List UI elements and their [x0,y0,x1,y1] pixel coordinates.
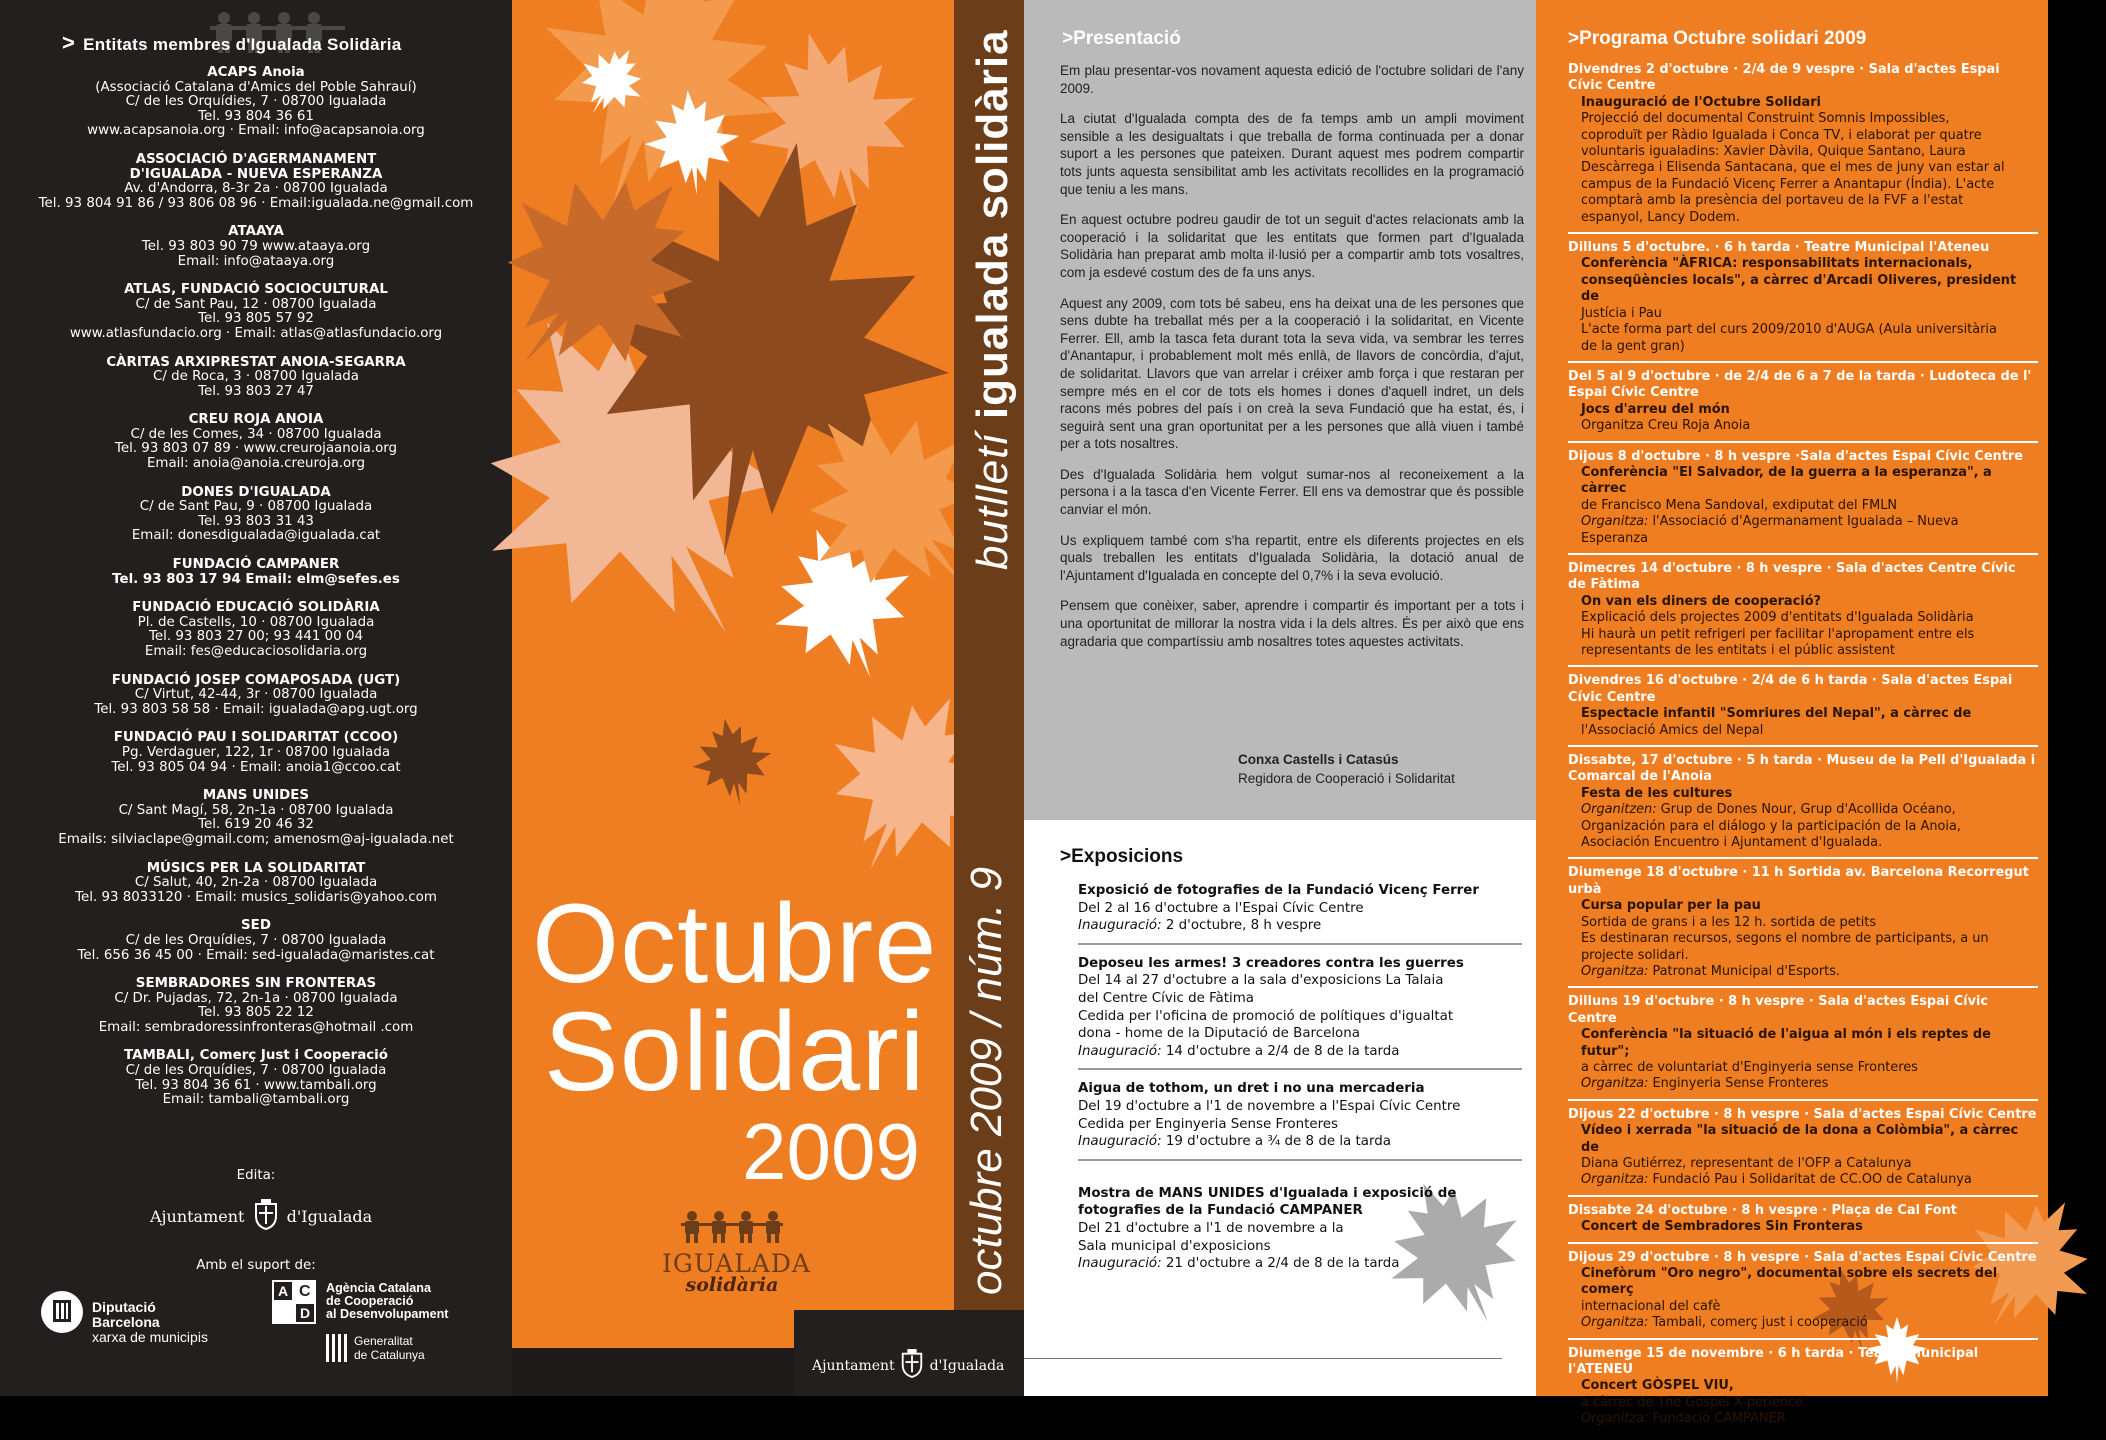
presentation-paragraph: La ciutat d'Igualada compta des de fa temps amb un ampli moviment sensible a les desigualtats i que treballa de forma continuada per a donar suport a les persones que pateixen. Durant aquest mes podrem compartir tots junts aquesta sensibilitat amb les activitats recollides en la programació que teniu a les mans. [1060,111,1524,197]
edita-label: Edita: [236,1168,276,1183]
support-label: Amb el suport de: [196,1258,316,1273]
event-title: Inauguració de l'Octubre Solidari [1581,94,1821,110]
event-detail: projecte solidari. [1581,947,1689,963]
entity-name: CÀRITAS ARXIPRESTAT ANOIA-SEGARRA [106,354,406,370]
entities-heading: > Entitats membres d'Igualada Solidària [62,30,402,55]
entity-name: FUNDACIÓ PAU I SOLIDARITAT (CCOO) [113,730,399,746]
exhibition-item [1078,955,1522,1071]
inauguration-date: 2 d'octubre, 8 h vespre [1165,918,1322,934]
entity-detail: Email: sembradoressinfronteras@hotmail .com [98,1019,414,1035]
event-title: conseqüències locals", a càrrec d'Arcadi Oliveres, president de [1581,272,2017,305]
entity-detail: C/ de Roca, 3 · 08700 Igualada [152,369,359,385]
svg-text:C: C [299,1283,311,1300]
event-detail: Esperanza [1581,530,1649,546]
event-detail: Organización para el diálogo y la participación de la Anoia, [1581,818,1961,834]
entity-detail: Tel. 93 805 04 94 · Email: anoia1@ccoo.cat [111,759,401,775]
organizer-name: Tambali, comerç just i cooperació [1652,1315,1868,1331]
event-detail: Descàrrega i Elisenda Santacana, que el mes de juny van estar al [1581,160,2005,176]
exhibition-title: Mostra de MANS UNIDES d'Igualada i exposició de [1078,1185,1457,1201]
coat-of-arms-icon [899,1348,925,1378]
member-entities-panel [0,0,512,1396]
event-when: Dissabte, 17 d'octubre · 5 h tarda · Museu de la Pell d'Igualada i Comarcal de l'Anoia [1568,753,2036,785]
svg-text:A: A [278,1283,289,1299]
cover-year: 2009 [742,1107,920,1196]
logo-solidaria: solidària [685,1274,779,1296]
event-when: Diumenge 15 de novembre · 6 h tarda · Teatre Municipal l'ATENEU [1568,1345,1979,1378]
event-detail: Justícia i Pau [1581,305,1662,321]
ajuntament-logo-cover: Ajuntament d'Igualada [812,1348,1004,1378]
presentation-paragraph: Em plau presentar-vos novament aquesta edició de l'octubre solidari de l'any 2009. [1060,63,1524,96]
event-detail: de Francisco Mena Sandoval, exdiputat del FMLN [1581,497,1898,513]
event-detail: a càrrec de The Gospel X-perience [1581,1394,1803,1410]
exhibition-detail: Del 19 d'octubre a l'1 de novembre a l'Espai Cívic Centre [1078,1098,1461,1114]
programme-event [1568,673,2038,747]
entity-block [0,1049,512,1107]
entity-detail: C/ Dr. Pujadas, 72, 2n-1a · 08700 Igualada [114,990,398,1006]
presentation-paragraph: Us expliquem també com s'ha repartit, entre els diferents projectes en els quals treballen les entitats d'Igualada Solidària, la dotació anual de l'Ajuntament d'Igualada en concepte del 0,7% i la seva evolució. [1060,532,1524,583]
entity-detail: Tel. 93 805 22 12 [198,1005,314,1021]
diputacio-name-1: Diputació [92,1299,156,1315]
divider [1024,1358,1502,1359]
organizer-name: Patronat Municipal d'Esports. [1652,963,1841,979]
entity-detail: Tel. 93 804 36 61 · www.tambali.org [135,1077,377,1093]
entity-detail: Emails: silviaclape@gmail.com; amenosm@aj-igualada.net [58,831,454,847]
entity-block [0,789,512,847]
organizer-label: Organitza: [1581,514,1649,530]
entity-block [0,919,512,963]
organizer-label: Organitza: [1581,1172,1649,1188]
entity-detail: C/ de Sant Pau, 12 · 08700 Igualada [135,296,377,312]
programme-event [1568,62,2038,234]
entity-detail: C/ Salut, 40, 2n-2a · 08700 Igualada [134,875,378,891]
presentation-text [1060,62,1524,663]
programme-event [1568,865,2038,988]
event-organizer [1568,1315,2038,1331]
exhibition-title: Exposició de fotografies de la Fundació Vicenç Ferrer [1078,883,1479,898]
svg-text:D: D [300,1305,311,1321]
entity-detail: Tel. 93 804 91 86 / 93 806 08 96 · Email:igualada.ne@gmail.com [38,195,474,211]
programme-event [1568,753,2038,859]
cover-panel [512,0,1024,1396]
organizer-name: Enginyeria Sense Fronteres [1652,1076,1829,1092]
entity-name: MANS UNIDES [202,788,310,804]
event-when: Diumenge 18 d'octubre · 11 h Sortida av. Barcelona Recorregut urbà [1568,865,2029,897]
vertical-brand-title: butlletí igualada solidària [968,29,1017,570]
programme-event [1568,369,2038,443]
event-organizer [1568,1076,2038,1092]
entity-detail: Tel. 93 803 27 00; 93 441 00 04 [148,629,364,645]
entities-list [0,66,512,1122]
inauguration-date: 21 d'octubre a 2/4 de 8 de la tarda [1165,1256,1400,1272]
ajuntament-logo: Ajuntament d'Igualada [150,1198,372,1230]
programme-event [1568,1107,2038,1197]
entity-detail: Email: fes@educaciosolidaria.org [144,644,368,659]
generalitat-stripes-icon [326,1334,348,1362]
organizer-name: Fundació CAMPANER [1652,1411,1786,1427]
event-title: Conferència "ÀFRICA: responsabilitats internacionals, [1581,256,1973,272]
exhibition-title: fotografies de la Fundació CAMPANER [1078,1203,1363,1219]
exhibition-title: Deposeu les armes! 3 creadores contra les guerres [1078,955,1464,971]
event-when: Dijous 29 d'octubre · 8 h vespre · Sala d'actes Espai Cívic Centre [1568,1249,2037,1265]
exhibition-inauguration [1078,1043,1522,1061]
entity-detail: Email: info@ataaya.org [177,253,335,269]
inauguration-date: 14 d'octubre a 2/4 de 8 de la tarda [1165,1043,1400,1059]
entity-block [0,674,512,718]
exhibitions-list [1078,882,1520,1291]
entity-block [0,601,512,659]
event-organizer [1568,802,2038,818]
event-detail: de la gent gran) [1581,338,1685,354]
exhibition-detail: Cedida per Enginyeria Sense Fronteres [1078,1116,1339,1132]
entity-block [0,413,512,471]
inauguration-label: Inauguració: [1078,1134,1162,1150]
entity-detail: C/ de les Orquídies, 7 · 08700 Igualada [125,94,387,110]
event-detail: Sortida de grans i a les 12 h. sortida de petits [1581,914,1877,930]
entity-detail: C/ de les Comes, 34 · 08700 Igualada [130,426,382,442]
event-detail: Asociación Encuentro i Ajuntament d'Igualada. [1581,835,1883,851]
diputacio-sub: xarxa de municipis [92,1329,208,1345]
signature-role: Regidora de Cooperació i Solidaritat [1238,771,1455,786]
entity-detail: C/ de les Orquídies, 7 · 08700 Igualada [125,932,387,948]
logo-igualada: IGUALADA [662,1249,811,1278]
exhibitions-heading: >Exposicions [1060,846,1184,867]
entity-name: ATAAYA [228,224,284,240]
entity-block [0,225,512,269]
entity-name: SED [241,918,271,934]
entity-block [0,66,512,139]
event-detail: coproduït per Ràdio Igualada i Conca TV, i elaborat per quatre [1581,127,1982,143]
exhibition-detail: Sala municipal d'exposicions [1078,1238,1271,1254]
entity-detail: Email: anoia@anoia.creuroja.org [146,456,366,472]
event-organizer [1568,1172,2038,1188]
arrow-icon: > [62,30,76,55]
exhibition-inauguration [1078,1133,1522,1151]
organizer-label: Organitza: [1581,1411,1649,1427]
entity-block [0,486,512,544]
event-detail: a càrrec de voluntariat d'Enginyeria sense Fronteres [1581,1059,1918,1075]
signature [1238,750,1455,788]
entity-detail: Tel. 93 805 57 92 [198,311,314,327]
event-when: Divendres 16 d'octubre · 2/4 de 6 h tarda · Sala d'actes Espai Cívic Centre [1568,673,2013,705]
event-title: Jocs d'arreu del món [1581,401,1730,417]
organizer-label: Organitza: [1581,963,1649,979]
acd-line-3: al Desenvolupament [326,1307,449,1321]
presentation-paragraph: Des d'Igualada Solidària hem volgut sumar-nos al reconeixement a la persona i a la tasca d'en Vicente Ferrer. Ell ens va demostrar que és possible canviar el món. [1060,466,1524,518]
issue-number: octubre 2009 / núm. 9 [962,866,1011,1295]
entity-name: DONES D'IGUALADA [181,484,331,500]
programme-event [1568,240,2038,363]
event-detail: Organitza Creu Roja Anoia [1581,418,1751,434]
exhibition-detail: del Centre Cívic de Fàtima [1078,990,1254,1006]
presentation-paragraph: Pensem que conèixer, saber, aprendre i compartir és important per a tots i una oportunitat de millorar la nostra vida i la dels altres. És per això que ens agradaria que compartíssiu amb nosaltres totes aquestes activitats. [1060,598,1524,649]
entity-detail: Tel. 93 803 27 47 [198,383,314,399]
event-when: Dilluns 5 d'octubre. · 6 h tarda · Teatre Municipal l'Ateneu [1568,240,1990,256]
entity-name: CREU ROJA ANOIA [188,412,324,428]
event-title: Espectacle infantil "Somriures del Nepal", a càrrec de [1581,706,1972,722]
entity-detail: C/ de Sant Pau, 9 · 08700 Igualada [139,499,373,515]
programme-list [1568,62,2038,1440]
event-organizer [1568,964,2038,980]
igualada-solidaria-logo [662,1210,811,1296]
entity-block [0,731,512,775]
exhibition-detail: dona - home de la Diputació de Barcelona [1078,1026,1360,1042]
event-when: Divendres 2 d'octubre · 2/4 de 9 vespre · Sala d'actes Espai Cívic Centre [1568,62,2000,94]
programme-panel [1536,0,2048,1427]
inauguration-label: Inauguració: [1078,1043,1162,1059]
exhibition-item [1078,1080,1522,1160]
exhibition-detail: Del 2 al 16 d'octubre a l'Espai Cívic Centre [1078,900,1364,916]
entity-detail: (Associació Catalana d'Amics del Poble Sahrauí) [95,79,417,95]
generalitat-line-1: Generalitat [354,1334,413,1348]
event-when: Del 5 al 9 d'octubre · de 2/4 de 6 a 7 de la tarda · Ludoteca de l' Espai Cívic Centre [1568,368,2032,401]
entity-name: FUNDACIÓ JOSEP COMAPOSADA (UGT) [111,672,401,688]
event-detail: voluntaris igualadins: Xavier Dàvila, Quique Santano, Laura [1581,144,1966,160]
event-detail: internacional del cafè [1581,1298,1721,1314]
event-title: Vídeo i xerrada "la situació de la dona a Colòmbia", a càrrec de [1581,1123,2019,1155]
entity-detail: C/ Virtut, 42-44, 3r · 08700 Igualada [134,687,378,703]
event-organizer [1568,514,2038,530]
event-detail: Projecció del documental Construint Somnis Impossibles, [1581,111,1950,127]
acd-line-1: Agència Catalana [326,1281,431,1295]
event-detail: Hi haurà un petit refrigeri per facilitar l'apropament entre els [1581,626,1975,642]
organizer-label: Organitza: [1581,1076,1649,1092]
entity-detail: C/ Sant Magí, 58, 2n-1a · 08700 Igualada [118,802,394,818]
entity-detail: Pg. Verdaguer, 122, 1r · 08700 Igualada [121,744,391,760]
event-organizer [1568,1411,2038,1427]
programme-event [1568,1346,2038,1434]
event-detail: representants de les entitats i el públic assistent [1581,643,1895,658]
entity-name: SEMBRADORES SIN FRONTERAS [135,976,377,992]
inauguration-date: 19 d'octubre a ¾ de 8 de la tarda [1165,1134,1391,1150]
event-title: Conferència "El Salvador, de la guerra a la esperanza", a càrrec [1581,464,1992,497]
programme-event [1568,1203,2038,1244]
acd-line-2: de Cooperació [326,1294,414,1308]
entity-detail: Tel. 93 804 36 61 [198,108,314,124]
organizer-name: Grup de Dones Nour, Grup d'Acollida Océano, [1660,802,1956,818]
inauguration-label: Inauguració: [1078,918,1162,934]
event-title: Concert GÒSPEL VIU, [1581,1378,1734,1394]
event-detail: Es destinaran recursos, segons el nombre de participants, a un [1581,931,1989,947]
entity-block [0,153,512,211]
event-detail: comptarà amb la presència del portaveu de la FVF a l'estat [1581,193,1964,209]
people-chain-icon [677,1210,787,1244]
event-title: Cinefòrum "Oro negro", documental sobre els secrets del comerç [1581,1266,1998,1298]
event-detail: L'acte forma part del curs 2009/2010 d'AUGA (Aula universitària [1581,322,1997,338]
entity-detail: Tel. 656 36 45 00 · Email: sed-igualada@maristes.cat [77,947,435,963]
entity-detail: Pl. de Castells, 10 · 08700 Igualada [137,614,375,630]
exhibition-item [1078,1185,1522,1281]
exhibition-detail: Del 21 d'octubre a l'1 de novembre a la [1078,1220,1344,1236]
presentation-paragraph: En aquest octubre podreu gaudir de tot un seguit d'actes relacionats amb la cooperació i la solidaritat que les entitats que formen part d'Igualada Solidària han preparat amb molta il·lusió per a compartir amb tots vosaltres, com ja esdevé costum des de fa uns anys. [1060,212,1524,280]
presentation-heading: >Presentació [1062,28,1181,49]
programme-heading: >Programa Octubre solidari 2009 [1568,28,1867,49]
coat-of-arms-icon [252,1198,280,1230]
organizer-name: l'Associació d'Agermanament Igualada – Nueva [1652,514,1959,530]
event-detail: campus de la Fundació Vicenç Ferrer a Anantapur (Índia). L'acte [1581,176,1995,192]
event-title: Cursa popular per la pau [1581,898,1761,914]
entity-detail: Tel. 93 8033120 · Email: musics_solidaris@yahoo.com [75,889,437,905]
exhibition-title: Aigua de tothom, un dret i no una mercaderia [1078,1081,1425,1097]
entity-block [0,356,512,400]
entity-detail: www.atlasfundacio.org · Email: atlas@atlasfundacio.org [69,325,443,341]
organizer-name: Fundació Pau i Solidaritat de CC.OO de Catalunya [1652,1172,1972,1188]
organizer-label: Organitza: [1581,1315,1649,1331]
entity-name: ASSOCIACIÓ D'AGERMANAMENT [135,151,377,167]
diputacio-seal-icon [40,1290,84,1334]
entity-name: MÚSICS PER LA SOLIDARITAT [146,860,366,876]
entity-name: FUNDACIÓ EDUCACIÓ SOLIDÀRIA [132,600,380,616]
exhibition-detail: Del 14 al 27 d'octubre a la sala d'exposicions La Talaia [1078,973,1444,989]
entity-block [0,558,512,587]
event-detail: l'Associació Amics del Nepal [1581,722,1764,738]
entity-detail: Email: donesdigualada@igualada.cat [131,528,381,544]
event-title: Concert de Sembradores Sin Fronteras [1581,1219,1863,1235]
event-when: Dissabte 24 d'octubre · 8 h vespre · Plaça de Cal Font [1568,1202,1957,1218]
entity-detail: www.acapsanoia.org · Email: info@acapsanoia.org [87,123,425,139]
programme-event [1568,449,2038,555]
event-detail: espanyol, Lancy Dodem. [1581,209,1740,225]
exhibition-inauguration [1078,917,1522,935]
presentation-paragraph: Aquest any 2009, com tots bé sabeu, ens ha deixat una de les persones que sens dubte ha treballat més per a la cooperació i la solidaritat, en Vicente Ferrer. Ell, amb la tasca feta durant tota la seva vida, va sembrar les terres d'Anantapur, i probablement molt més enllà, de llavors de concòrdia, d'ajut, de solidaritat. Llavors que van arrelar i créixer amb força i que restaran per sempre més en el cor de tots els homes i dones d'aquell indret, un dels racons més pobres del país i on creà la seva Fundació que ha estat, és, i seguirà sent una gran oportunitat per a les persones que allà viuen i també per a tots nosaltres. [1060,295,1524,452]
event-detail: Diana Gutiérrez, representant de l'OFP a Catalunya [1581,1155,1912,1171]
entity-block [0,862,512,906]
entity-block [0,283,512,341]
cover-title-line-2: Solidari [544,989,926,1114]
programme-event [1568,561,2038,667]
entity-name: ATLAS, FUNDACIÓ SOCIOCULTURAL [124,282,388,298]
signature-name: Conxa Castells i Catasús [1238,752,1399,767]
cover-title-line-1: Octubre [532,881,938,1006]
programme-event [1568,994,2038,1100]
exhibition-inauguration [1078,1255,1522,1273]
event-title: Conferència "la situació de l'aigua al món i els reptes de futur"; [1581,1027,1991,1059]
entity-name: ACAPS Anoia [207,65,305,80]
programme-event [1568,1250,2038,1340]
event-when: Dimecres 14 d'octubre · 8 h vespre · Sala d'actes Centre Cívic de Fàtima [1568,560,2016,593]
event-detail: Explicació dels projectes 2009 d'entitats d'Igualada Solidària [1581,610,1974,626]
entity-detail: Tel. 93 803 31 43 [198,513,314,529]
generalitat-line-2: de Catalunya [354,1348,425,1362]
event-when: Dijous 8 d'octubre · 8 h vespre ·Sala d'actes Espai Cívic Centre [1568,448,2023,464]
acd-mark-icon [272,1280,316,1324]
entity-name: TAMBALI, Comerç Just i Cooperació [124,1048,388,1064]
entity-name: D'IGUALADA - NUEVA ESPERANZA [129,166,383,182]
entity-detail: C/ de les Orquídies, 7 · 08700 Igualada [125,1063,387,1079]
inauguration-label: Inauguració: [1078,1256,1162,1272]
diputacio-name-2: Barcelona [92,1314,160,1330]
event-when: Dilluns 19 d'octubre · 8 h vespre · Sala d'actes Espai Cívic Centre [1568,994,1989,1026]
exhibition-item [1078,882,1522,945]
entity-detail: Av. d'Andorra, 8-3r 2a · 08700 Igualada [124,181,388,197]
entity-detail: Tel. 93 803 90 79 www.ataaya.org [141,238,371,254]
entity-detail: Tel. 93 803 17 94 Email: elm@sefes.es [112,571,400,587]
event-title: Festa de les cultures [1581,785,1733,801]
presentation-panel [1024,0,1536,1396]
entity-block [0,977,512,1035]
event-title: On van els diners de cooperació? [1581,593,1822,609]
entity-name: FUNDACIÓ CAMPANER [172,557,340,573]
entity-detail: Email: tambali@tambali.org [162,1092,350,1108]
entity-detail: Tel. 93 803 07 89 · www.creurojaanoia.org [114,441,398,457]
event-when: Dijous 22 d'octubre · 8 h vespre · Sala d'actes Espai Cívic Centre [1568,1106,2037,1122]
entity-detail: Tel. 619 20 46 32 [198,817,314,833]
organizer-label: Organitzen: [1581,802,1657,818]
exhibition-detail: Cedida per l'oficina de promoció de polítiques d'igualtat [1078,1008,1454,1024]
entity-detail: Tel. 93 803 58 58 · Email: igualada@apg.ugt.org [94,701,418,717]
